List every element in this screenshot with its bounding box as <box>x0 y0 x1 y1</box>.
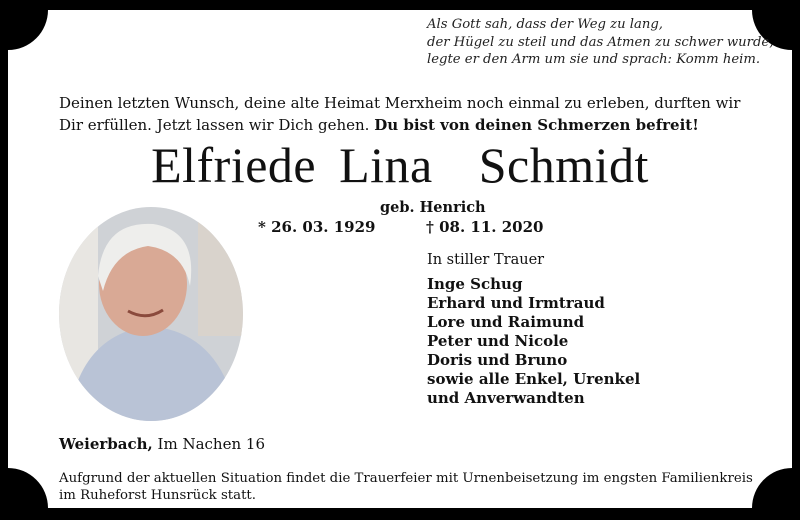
death-date: † 08. 11. 2020 <box>426 218 544 236</box>
mourners-list <box>427 275 640 408</box>
deceased-name: Elfriede Lina Schmidt <box>151 137 649 193</box>
address <box>59 435 265 453</box>
intro-sentence: Deinen letzten Wunsch, deine alte Heimat Merxheim noch einmal zu erleben, durften wir Dir erfüllen. Jetzt lassen wir Dich gehen. <box>59 94 741 134</box>
poem-line: der Hügel zu steil und das Atmen zu schwer wurde, <box>427 34 774 50</box>
poem-line: Als Gott sah, dass der Weg zu lang, <box>427 17 664 32</box>
mourner: Peter und Nicole <box>427 332 569 350</box>
intro-text <box>59 92 759 136</box>
address-street: Im Nachen 16 <box>152 435 265 453</box>
funeral-notice: Aufgrund der aktuellen Situation findet die Trauerfeier mit Urnenbeisetzung im engsten Familienkreis im Ruheforst Hunsrück statt. <box>59 471 753 503</box>
maiden-name: geb. Henrich <box>380 199 486 216</box>
intro-bold-sentence: Du bist von deinen Schmerzen befreit! <box>374 116 699 134</box>
mourner: und Anverwandten <box>427 389 585 407</box>
mourner: Doris und Bruno <box>427 351 568 369</box>
poem <box>427 16 773 69</box>
mourner: sowie alle Enkel, Urenkel <box>427 370 641 388</box>
birth-date: * 26. 03. 1929 <box>258 218 376 236</box>
mourner: Erhard und Irmtraud <box>427 294 605 312</box>
mourner: Lore und Raimund <box>427 313 585 331</box>
portrait-photo <box>58 206 244 422</box>
address-town: Weierbach, <box>59 435 153 453</box>
mourning-title: In stiller Trauer <box>427 252 545 268</box>
poem-line: legte er den Arm um sie und sprach: Komm heim. <box>427 52 761 67</box>
mourner: Inge Schug <box>427 275 523 293</box>
